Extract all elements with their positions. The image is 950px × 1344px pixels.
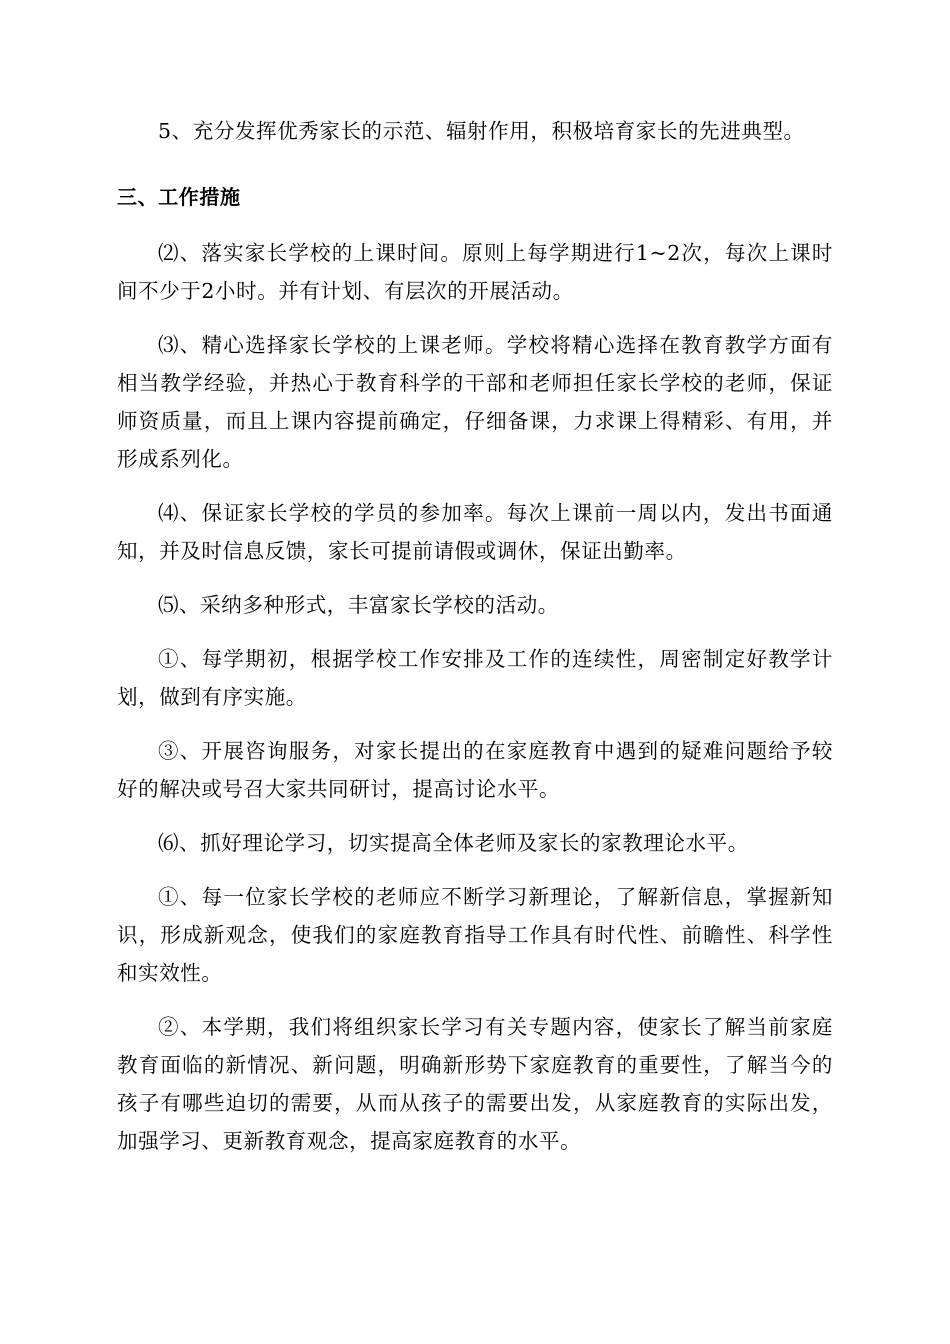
sub-paragraph-6-2: ②、本学期，我们将组织家长学习有关专题内容，使家长了解当前家庭教育面临的新情况、新问题，明确新形势下家庭教育的重要性，了解当今的孩子有哪些迫切的需要，从而从孩子的需要出发，从家庭教育的实际出发，加强学习、更新教育观念，提高家庭教育的水平。 (117, 1015, 833, 1153)
paragraph-item-5: 5、充分发挥优秀家长的示范、辐射作用，积极培育家长的先进典型。 (158, 119, 805, 143)
measure-paragraph-4: ⑷、保证家长学校的学员的参加率。每次上课前一周以内，发出书面通知，并及时信息反馈，家长可提前请假或调休，保证出勤率。 (117, 501, 833, 563)
measure-paragraph-6: ⑹、抓好理论学习，切实提高全体老师及家长的家教理论水平。 (158, 831, 749, 855)
measure-paragraph-2: ⑵、落实家长学校的上课时间。原则上每学期进行1~2次，每次上课时间不少于2小时。并有计划、有层次的开展活动。 (117, 241, 833, 303)
document-body (117, 112, 833, 1160)
measure-paragraph-5: ⑸、采纳多种形式，丰富家长学校的活动。 (158, 593, 559, 617)
sub-paragraph-5-3: ③、开展咨询服务，对家长提出的在家庭教育中遇到的疑难问题给予较好的解决或号召大家共同研讨，提高讨论水平。 (117, 739, 833, 801)
sub-paragraph-5-1: ①、每学期初，根据学校工作安排及工作的连续性，周密制定好教学计划，做到有序实施。 (117, 647, 833, 709)
sub-paragraph-6-1: ①、每一位家长学校的老师应不断学习新理论，了解新信息，掌握新知识，形成新观念，使我们的家庭教育指导工作具有时代性、前瞻性、科学性和实效性。 (117, 885, 833, 985)
section-heading: 三、工作措施 (117, 185, 241, 209)
measure-paragraph-3: ⑶、精心选择家长学校的上课老师。学校将精心选择在教育教学方面有相当教学经验，并热心于教育科学的干部和老师担任家长学校的老师，保证师资质量，而且上课内容提前确定，仔细备课，力求课上得精彩、有用，并形成系列化。 (117, 333, 833, 471)
